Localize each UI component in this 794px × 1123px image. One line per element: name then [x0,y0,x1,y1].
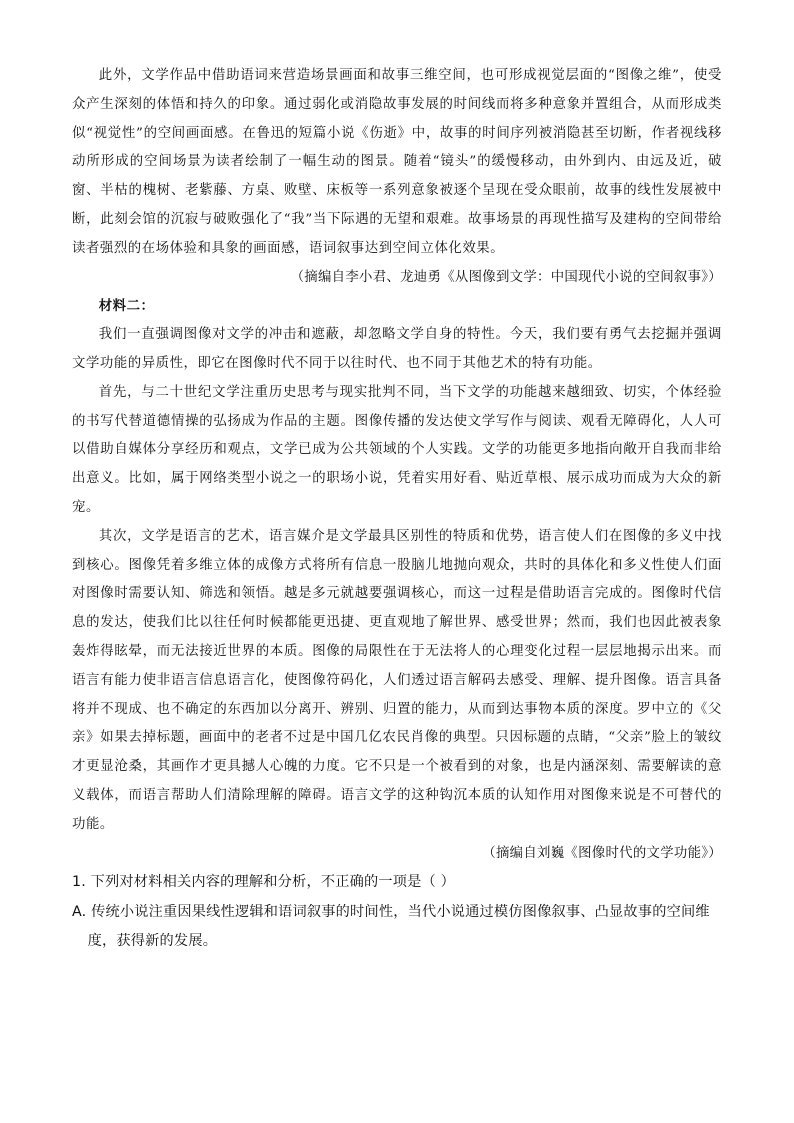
material2-heading: 材料二： [98,298,155,315]
material2-paragraph-3: 其次，文学是语言的艺术，语言媒介是文学最具区别性的特质和优势，语言使人们在图像的多义中找到核心。图像凭着多维立体的成像方式将所有信息一股脑儿地抛向观众，共时的具体化和多义性使人们面对图像时需要认知、筛选和领悟。越是多元就越要强调核心，而这一过程是借助语言完成的。图像时代信息的发达，使我们比以往任何时候都能更迅捷、更直观地了解世界、感受世界；然而，我们也因此被表象轰炸得眩晕，而无法接近世界的本质。图像的局限性在于无法将人的心理变化过程一层层地揭示出来。而语言有能力使非语言信息语言化，使图像符码化，人们透过语言解码去感受、理解、提升图像。语言具备将并不现成、也不确定的东西加以分离开、辨别、归置的能力，从而到达事物本质的深度。罗中立的《父亲》如果去掉标题，画面中的老者不过是中国几亿农民肖像的典型。只因标题的点睛，“父亲”脸上的皱纹才更显沧桑，其画作才更具撼人心魄的力度。它不只是一个被看到的对象，也是内涵深刻、需要解读的意义载体，而语言帮助人们清除理解的障碍。语言文学的这种钩沉本质的认知作用对图像来说是不可替代的功能。 [72,528,722,832]
question-stem: 1. 下列对材料相关内容的理解和分析，不正确的一项是（ ） [72,874,456,891]
document-page [72,62,722,957]
material1-source: （摘编自李小君、龙迪勇《从图像到文学：中国现代小说的空间叙事》） [290,269,722,285]
material1-paragraph: 此外，文学作品中借助语词来营造场景画面和故事三维空间，也可形成视觉层面的“图像之维”，使受众产生深刻的体悟和持久的印象。通过弱化或消隐故事发展的时间线而将多种意象并置组合，从而形成类似“视觉性”的空间画面感。在鲁迅的短篇小说《伤逝》中，故事的时间序列被消隐甚至切断，作者视线移动所形成的空间场景为读者绘制了一幅生动的图景。随着“镜头”的缓慢移动，由外到内、由远及近，破窗、半枯的槐树、老紫藤、方桌、败壁、床板等一系列意象被逐个呈现在受众眼前，故事的线性发展被中断，此刻会馆的沉寂与破败强化了“我”当下际遇的无望和艰难。故事场景的再现性描写及建构的空间带给读者强烈的在场体验和具象的画面感，语词叙事达到空间立体化效果。 [72,68,722,256]
material2-paragraph-2: 首先，与二十世纪文学注重历史思考与现实批判不同，当下文学的功能越来越细致、切实，个体经验的书写代替道德情操的弘扬成为作品的主题。图像传播的发达使文学写作与阅读、观看无障碍化，人人可以借助自媒体分享经历和观点，文学已成为公共领域的个人实践。文学的功能更多地指向敞开自我而非给出意义。比如，属于网络类型小说之一的职场小说，凭着实用好看、贴近草根、展示成功而成为大众的新宠。 [72,384,722,515]
question-option-a: A. 传统小说注重因果线性逻辑和语词叙事的时间性，当代小说通过模仿图像叙事、凸显故事的空间维度，获得新的发展。 [72,903,710,950]
material2-source: （摘编自刘巍《图像时代的文学功能》） [482,845,722,861]
material2-paragraph-1: 我们一直强调图像对文学的冲击和遮蔽，却忽略文学自身的特性。今天，我们要有勇气去挖掘并强调文学功能的异质性，即它在图像时代不同于以往时代、也不同于其他艺术的特有功能。 [72,327,722,371]
